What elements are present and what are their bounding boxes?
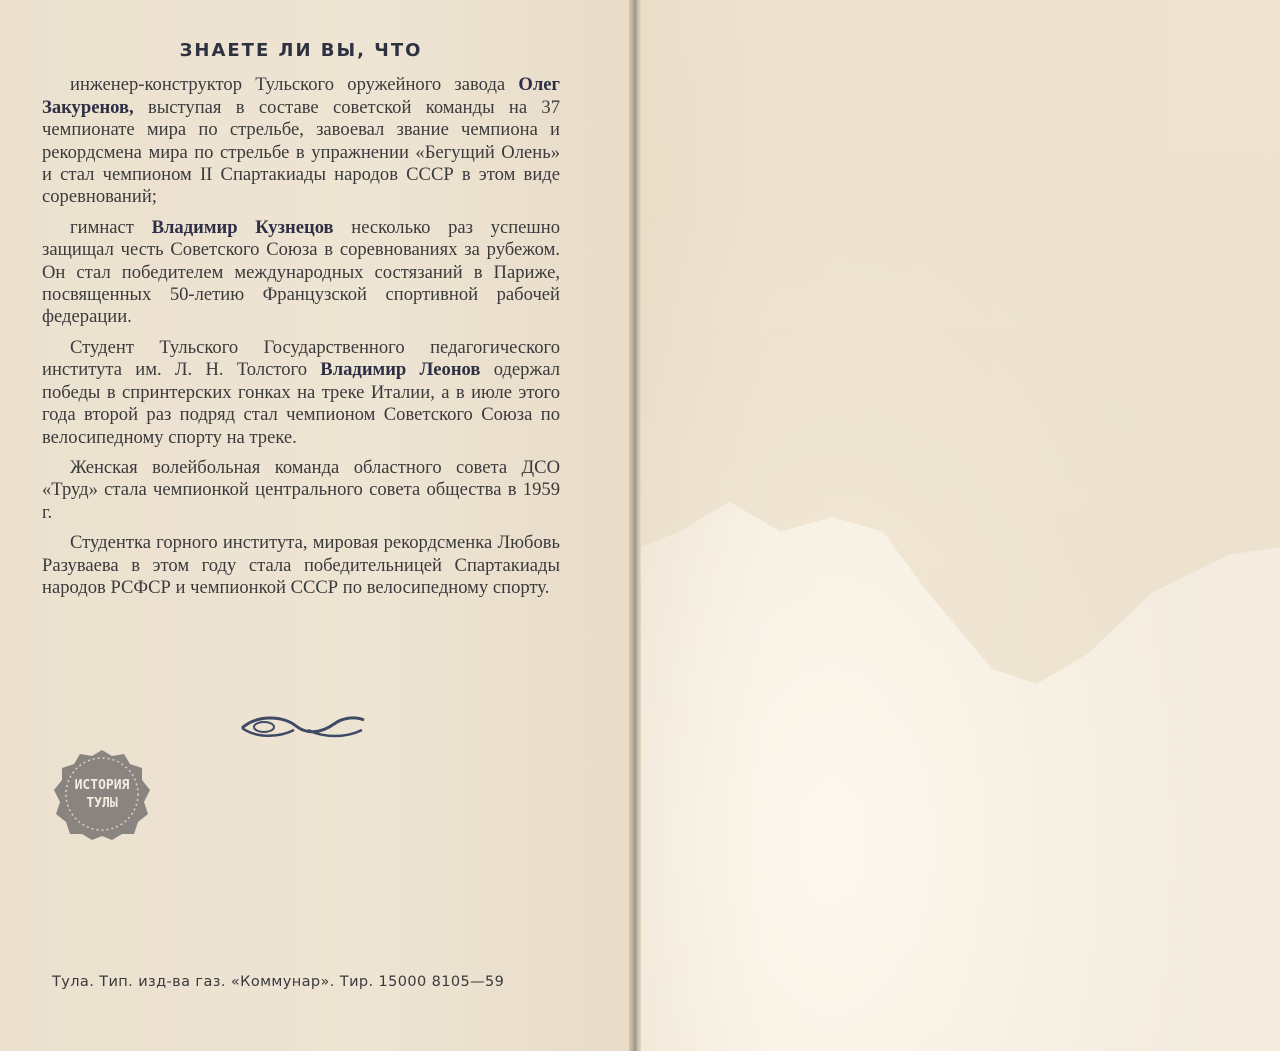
- paragraph-volleyball: Женская волейбольная команда областного совета ДСО «Труд» стала чемпионкой центрального совета общества в 1959 г.: [42, 456, 560, 523]
- text-before: инженер-конструктор Тульского оружейного завода: [70, 74, 519, 96]
- article-heading: ЗНАЕТЕ ЛИ ВЫ, ЧТО: [179, 40, 423, 61]
- book-spine: [629, 0, 641, 1051]
- paragraph-kuznetsov: [42, 217, 560, 329]
- text-before: гимнаст: [70, 216, 152, 238]
- imprint-footer: Тула. Тип. изд-ва газ. «Коммунар». Тир. 15000 8105—59: [52, 974, 505, 990]
- text-after: несколько раз успешно защищал честь Советского Союза в соревнованиях за рубежом. Он стал победителем международных состязаний в Париже, посвященных 50-летию Французской спортивной рабочей федерации.: [42, 216, 560, 328]
- logo-line-2: ТУЛЫ: [86, 796, 118, 811]
- person-name: Олег Закуренов,: [42, 74, 560, 118]
- text-after: одержал победы в спринтерских гонках на треке Италии, а в июле этого года второй раз подряд стал чемпионом Советского Союза по велосипедному спорту на треке.: [42, 359, 561, 448]
- paragraph-leonov: [42, 337, 560, 449]
- logo-line-1: ИСТОРИЯ: [74, 778, 130, 793]
- text-after: выступая в составе советской команды на 37 чемпионате мира по стрельбе, завоевал звание чемпиона и рекордсмена мира по стрельбе в упражнении «Бегущий Олень» и стал чемпионом II Спартакиады народов СССР в этом виде соревнований;: [42, 96, 560, 208]
- ornament-flourish-icon: [238, 712, 368, 740]
- text-before: Студент Тульского Государственного педагогического института им. Л. Н. Толстого: [42, 336, 560, 381]
- history-tula-watermark-logo: [52, 748, 152, 840]
- article: [42, 40, 560, 607]
- person-name: Владимир Кузнецов: [151, 216, 334, 238]
- paragraph-zakurenov: [42, 74, 560, 208]
- person-name: Владимир Леонов: [320, 359, 481, 381]
- seal-icon: [52, 748, 152, 840]
- paragraph-razuvaeva: Студентка горного института, мировая рекордсменка Любовь Разуваева в этом году стала победительницей Спартакиады народов РСФСР и чемпионкой СССР по велосипедному спорту.: [42, 532, 560, 598]
